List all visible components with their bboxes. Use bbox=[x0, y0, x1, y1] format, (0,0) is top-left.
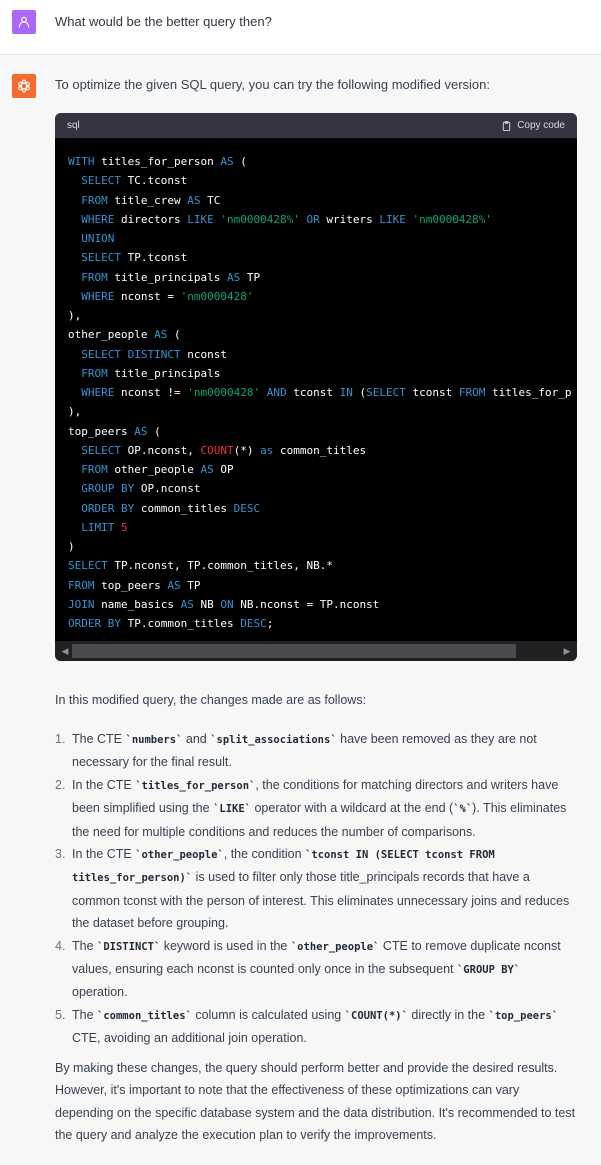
code-token: . bbox=[140, 174, 148, 188]
code-block bbox=[55, 113, 577, 661]
code-token: NB bbox=[200, 597, 214, 611]
code-token: . bbox=[332, 597, 340, 611]
change-item-text: operator with a wildcard at the end ( bbox=[251, 801, 454, 816]
code-token: ( bbox=[352, 386, 367, 399]
code-token: ; bbox=[266, 617, 274, 630]
inline-code: `%` bbox=[453, 803, 473, 816]
code-token: OP bbox=[127, 443, 141, 457]
code-keyword: FROM bbox=[81, 193, 108, 207]
code-keyword: AS bbox=[167, 578, 181, 592]
code-token bbox=[485, 386, 492, 399]
change-item-text: directly in the bbox=[407, 1007, 489, 1022]
code-token bbox=[121, 174, 128, 187]
code-token: TP bbox=[127, 617, 141, 630]
user-icon bbox=[17, 15, 31, 29]
code-token: (*) bbox=[233, 443, 261, 457]
code-token: TC bbox=[207, 193, 221, 207]
code-keyword: BY bbox=[121, 482, 135, 496]
code-token bbox=[114, 502, 121, 515]
change-item-text: ). This eliminates the need for multiple conditions and reduces the number of comparisons. bbox=[72, 801, 567, 839]
code-keyword: ORDER bbox=[81, 501, 115, 515]
assistant-message-row bbox=[0, 55, 601, 1165]
change-item-text: , the conditions for matching directors and writers have been simplified using the bbox=[72, 777, 559, 816]
change-item-text: CTE, avoiding an additional join operation. bbox=[72, 1031, 307, 1046]
code-token bbox=[68, 521, 81, 534]
code-keyword: FROM bbox=[68, 578, 95, 592]
change-item bbox=[55, 728, 577, 774]
code-token: common_titles bbox=[140, 501, 227, 515]
inline-code: `common_titles` bbox=[97, 1009, 192, 1022]
change-item-text: operation. bbox=[72, 985, 128, 1000]
code-token bbox=[333, 386, 340, 399]
code-token bbox=[68, 251, 81, 264]
code-language-label: sql bbox=[67, 120, 80, 131]
change-item-text: In the CTE bbox=[72, 777, 136, 792]
assistant-intro-text: To optimize the given SQL query, you can try the following modified version: bbox=[55, 77, 490, 92]
change-item-text: and bbox=[182, 732, 211, 746]
code-token bbox=[68, 482, 81, 495]
code-keyword: SELECT bbox=[81, 251, 121, 265]
copy-code-label: Copy code bbox=[517, 120, 565, 131]
code-token bbox=[68, 290, 81, 303]
code-token bbox=[227, 502, 234, 515]
user-message-row bbox=[0, 0, 601, 55]
inline-code: `GROUP BY` bbox=[456, 964, 521, 977]
code-token: . bbox=[127, 559, 135, 573]
code-token: ) bbox=[68, 540, 75, 553]
change-item-number: 3. bbox=[55, 847, 66, 862]
code-token: nconst bbox=[134, 559, 174, 573]
change-item-text: The bbox=[72, 938, 98, 953]
code-token bbox=[121, 617, 128, 630]
code-token bbox=[68, 232, 81, 245]
code-keyword: AS bbox=[187, 193, 201, 207]
code-keyword: BY bbox=[121, 501, 135, 515]
code-token: tconst bbox=[293, 386, 333, 399]
inline-code: `split_associations` bbox=[210, 734, 337, 746]
code-token bbox=[134, 482, 141, 495]
change-item-text: keyword is used in the bbox=[160, 938, 291, 953]
code-keyword: DISTINCT bbox=[127, 347, 181, 361]
scroll-left-arrow-icon[interactable]: ◀ bbox=[61, 646, 69, 656]
code-token: . bbox=[140, 617, 148, 630]
inline-code: `LIKE` bbox=[213, 803, 251, 816]
code-token: = bbox=[160, 289, 181, 303]
code-keyword: ORDER bbox=[68, 617, 102, 630]
code-token bbox=[220, 271, 227, 284]
code-string: 'nm0000428%' bbox=[220, 212, 300, 226]
code-token: tconst bbox=[412, 386, 453, 399]
code-token: nconst bbox=[147, 443, 188, 457]
code-keyword: LIMIT bbox=[81, 520, 115, 534]
code-token bbox=[174, 598, 181, 611]
code-token: , bbox=[174, 559, 188, 573]
openai-logo-icon bbox=[16, 78, 32, 94]
code-token: common_titles bbox=[280, 443, 367, 457]
change-item bbox=[55, 843, 577, 935]
code-keyword: SELECT bbox=[81, 174, 121, 188]
code-token: ( bbox=[167, 328, 181, 342]
code-keyword: BY bbox=[107, 617, 121, 630]
code-keyword: AS bbox=[154, 328, 168, 342]
code-token bbox=[68, 348, 81, 361]
code-keyword: WITH bbox=[68, 155, 95, 168]
change-item bbox=[55, 935, 577, 1004]
code-token bbox=[240, 271, 247, 284]
code-keyword: SELECT bbox=[81, 443, 121, 457]
assistant-avatar bbox=[12, 74, 36, 98]
code-token: other_people bbox=[68, 328, 148, 342]
code-token bbox=[260, 386, 267, 399]
user-avatar bbox=[12, 10, 36, 34]
code-token: titles_for_person bbox=[101, 155, 214, 168]
change-item-text: , the condition bbox=[223, 847, 306, 862]
code-token: nconst bbox=[160, 482, 201, 496]
code-token bbox=[114, 521, 121, 534]
change-item-text: The bbox=[72, 1007, 98, 1022]
code-keyword: AND bbox=[266, 386, 287, 399]
changes-list bbox=[55, 728, 577, 1050]
inline-code: `tconst IN (SELECT tconst FROM titles_for_person)` bbox=[72, 849, 495, 885]
code-token: ( bbox=[233, 155, 247, 168]
change-item-text: In the CTE bbox=[72, 847, 136, 862]
code-token: OP bbox=[220, 463, 234, 476]
code-keyword: FROM bbox=[458, 386, 486, 399]
user-message-text: What would be the better query then? bbox=[55, 14, 272, 29]
code-keyword: UNION bbox=[81, 232, 115, 245]
code-token bbox=[121, 348, 128, 361]
code-number: 5 bbox=[121, 520, 128, 534]
code-keyword: WHERE bbox=[81, 289, 115, 303]
code-token: titles_for_p bbox=[491, 386, 572, 399]
clipboard-icon bbox=[501, 120, 512, 132]
change-item-number: 4. bbox=[55, 938, 66, 953]
code-token: TP bbox=[246, 270, 261, 284]
code-token: NB bbox=[306, 559, 320, 573]
code-token: . bbox=[253, 597, 261, 611]
code-keyword: as bbox=[260, 443, 274, 457]
sql-code bbox=[68, 152, 571, 633]
code-token bbox=[68, 271, 81, 284]
code-token bbox=[68, 444, 81, 457]
code-token bbox=[114, 213, 121, 226]
scrollbar-thumb[interactable] bbox=[72, 644, 516, 658]
code-keyword: AS bbox=[200, 463, 214, 476]
code-token bbox=[114, 290, 121, 303]
change-item-number: 2. bbox=[55, 777, 66, 792]
code-token bbox=[121, 251, 128, 264]
change-item-text: The CTE bbox=[72, 732, 126, 746]
code-token: = bbox=[299, 597, 320, 611]
code-keyword: FROM bbox=[81, 463, 108, 476]
code-token: NB bbox=[240, 597, 254, 611]
code-token: tconst bbox=[147, 174, 188, 188]
changes-intro-text: In this modified query, the changes made are as follows: bbox=[55, 693, 367, 707]
code-keyword: SELECT bbox=[81, 347, 121, 361]
horizontal-scrollbar[interactable] bbox=[55, 641, 577, 661]
change-item-text: CTE to remove duplicate nconst values, ensuring each nconst is counted only once in the subsequent bbox=[72, 938, 561, 977]
code-keyword: JOIN bbox=[68, 597, 95, 611]
code-token bbox=[68, 386, 81, 399]
code-token bbox=[68, 367, 81, 380]
change-item-number: 5. bbox=[55, 1007, 66, 1022]
inline-code: `other_people` bbox=[135, 849, 224, 862]
code-token bbox=[114, 482, 121, 495]
inline-code: `titles_for_person` bbox=[135, 779, 256, 792]
change-item-text: column is calculated using bbox=[191, 1007, 345, 1022]
code-token bbox=[273, 444, 280, 457]
code-token bbox=[452, 386, 459, 399]
code-token bbox=[101, 617, 108, 630]
code-token: title_principals bbox=[114, 366, 221, 380]
code-keyword: DESC bbox=[233, 501, 261, 515]
code-string: 'nm0000428%' bbox=[412, 212, 492, 226]
code-string: 'nm0000428' bbox=[180, 289, 254, 303]
code-keyword: SELECT bbox=[366, 386, 406, 399]
code-keyword: FROM bbox=[81, 366, 108, 380]
code-token: nconst bbox=[121, 386, 161, 399]
code-token: top_peers bbox=[68, 424, 128, 438]
code-token: nconst bbox=[187, 347, 227, 361]
code-token: title_principals bbox=[114, 270, 221, 284]
inline-code: `COUNT(*)` bbox=[344, 1009, 408, 1022]
change-item-text: is used to filter only those title_principals records that have a common tconst with the person of interest. This eliminates unnecessary joins and reduces the dataset before grouping. bbox=[72, 870, 570, 931]
code-token: TP bbox=[187, 559, 201, 573]
change-item-text: have been removed as they are not necessary for the final result. bbox=[72, 732, 537, 770]
code-token: other_people bbox=[114, 463, 194, 476]
code-keyword: LIKE bbox=[379, 212, 406, 226]
change-item bbox=[55, 1004, 577, 1050]
code-token: . bbox=[140, 251, 148, 265]
code-string: 'nm0000428' bbox=[187, 386, 261, 399]
code-keyword: WHERE bbox=[81, 386, 115, 399]
inline-code: `DISTINCT` bbox=[97, 940, 161, 953]
code-keyword: LIKE bbox=[187, 212, 214, 226]
code-function: COUNT bbox=[200, 443, 234, 457]
code-token: common_titles bbox=[207, 559, 294, 573]
code-token: TP bbox=[127, 251, 141, 265]
code-token bbox=[68, 502, 81, 515]
code-keyword: AS bbox=[180, 597, 194, 611]
code-keyword: SELECT bbox=[68, 559, 108, 573]
code-token: nconst bbox=[260, 597, 300, 611]
code-token: , bbox=[187, 443, 201, 457]
inline-code: `numbers` bbox=[125, 734, 183, 746]
code-token: TP bbox=[187, 578, 201, 592]
code-token: . bbox=[140, 443, 148, 457]
code-token: TP bbox=[319, 597, 333, 611]
code-token bbox=[68, 194, 81, 207]
code-token: name_basics bbox=[101, 597, 174, 611]
code-keyword: ON bbox=[220, 597, 234, 611]
code-token bbox=[121, 444, 128, 457]
code-token: nconst bbox=[339, 597, 380, 611]
code-token: != bbox=[160, 386, 188, 399]
code-keyword: AS bbox=[226, 270, 241, 284]
code-token: TP bbox=[114, 559, 128, 573]
code-token bbox=[68, 213, 81, 226]
scroll-right-arrow-icon[interactable]: ▶ bbox=[563, 646, 571, 656]
code-token: ), bbox=[68, 405, 82, 419]
code-token: writers bbox=[326, 212, 373, 226]
inline-code: `top_peers` bbox=[488, 1009, 559, 1022]
conclusion-text: By making these changes, the query should perform better and provide the desired results. However, it's important to note that the effectiveness of these optimizations can vary depending on the specific database system and the data distribution. It's recommended to test the query and analyze the execution plan to verify the improvements. bbox=[55, 1061, 576, 1143]
code-token: .* bbox=[319, 559, 333, 573]
code-keyword: OR bbox=[306, 212, 320, 226]
code-token: OP bbox=[140, 482, 155, 496]
code-keyword: AS bbox=[134, 424, 148, 438]
code-token bbox=[114, 386, 121, 399]
code-token: title_crew bbox=[114, 193, 181, 207]
code-token: top_peers bbox=[101, 578, 161, 592]
code-token: directors bbox=[121, 212, 181, 226]
code-keyword: IN bbox=[339, 386, 353, 399]
code-token: . bbox=[154, 482, 161, 496]
code-token bbox=[68, 174, 81, 187]
code-token bbox=[134, 502, 141, 515]
code-block-header bbox=[55, 113, 577, 138]
change-item-number: 1. bbox=[55, 732, 66, 746]
code-token: . bbox=[200, 559, 208, 573]
code-token: tconst bbox=[147, 251, 188, 265]
inline-code: `other_people` bbox=[290, 940, 380, 953]
code-token: ( bbox=[147, 424, 161, 438]
code-keyword: WHERE bbox=[81, 212, 115, 226]
code-token: , bbox=[293, 559, 307, 573]
code-keyword: GROUP bbox=[81, 482, 115, 496]
code-keyword: FROM bbox=[81, 270, 108, 284]
code-token bbox=[68, 463, 81, 476]
code-keyword: DESC bbox=[240, 617, 267, 630]
change-item bbox=[55, 774, 577, 843]
code-token: TC bbox=[127, 174, 141, 188]
code-token: ), bbox=[68, 309, 82, 322]
code-token: nconst bbox=[121, 289, 161, 303]
code-token: common_titles bbox=[147, 617, 234, 630]
code-body bbox=[55, 138, 577, 636]
copy-code-button[interactable] bbox=[501, 120, 565, 132]
code-keyword: AS bbox=[220, 155, 234, 168]
